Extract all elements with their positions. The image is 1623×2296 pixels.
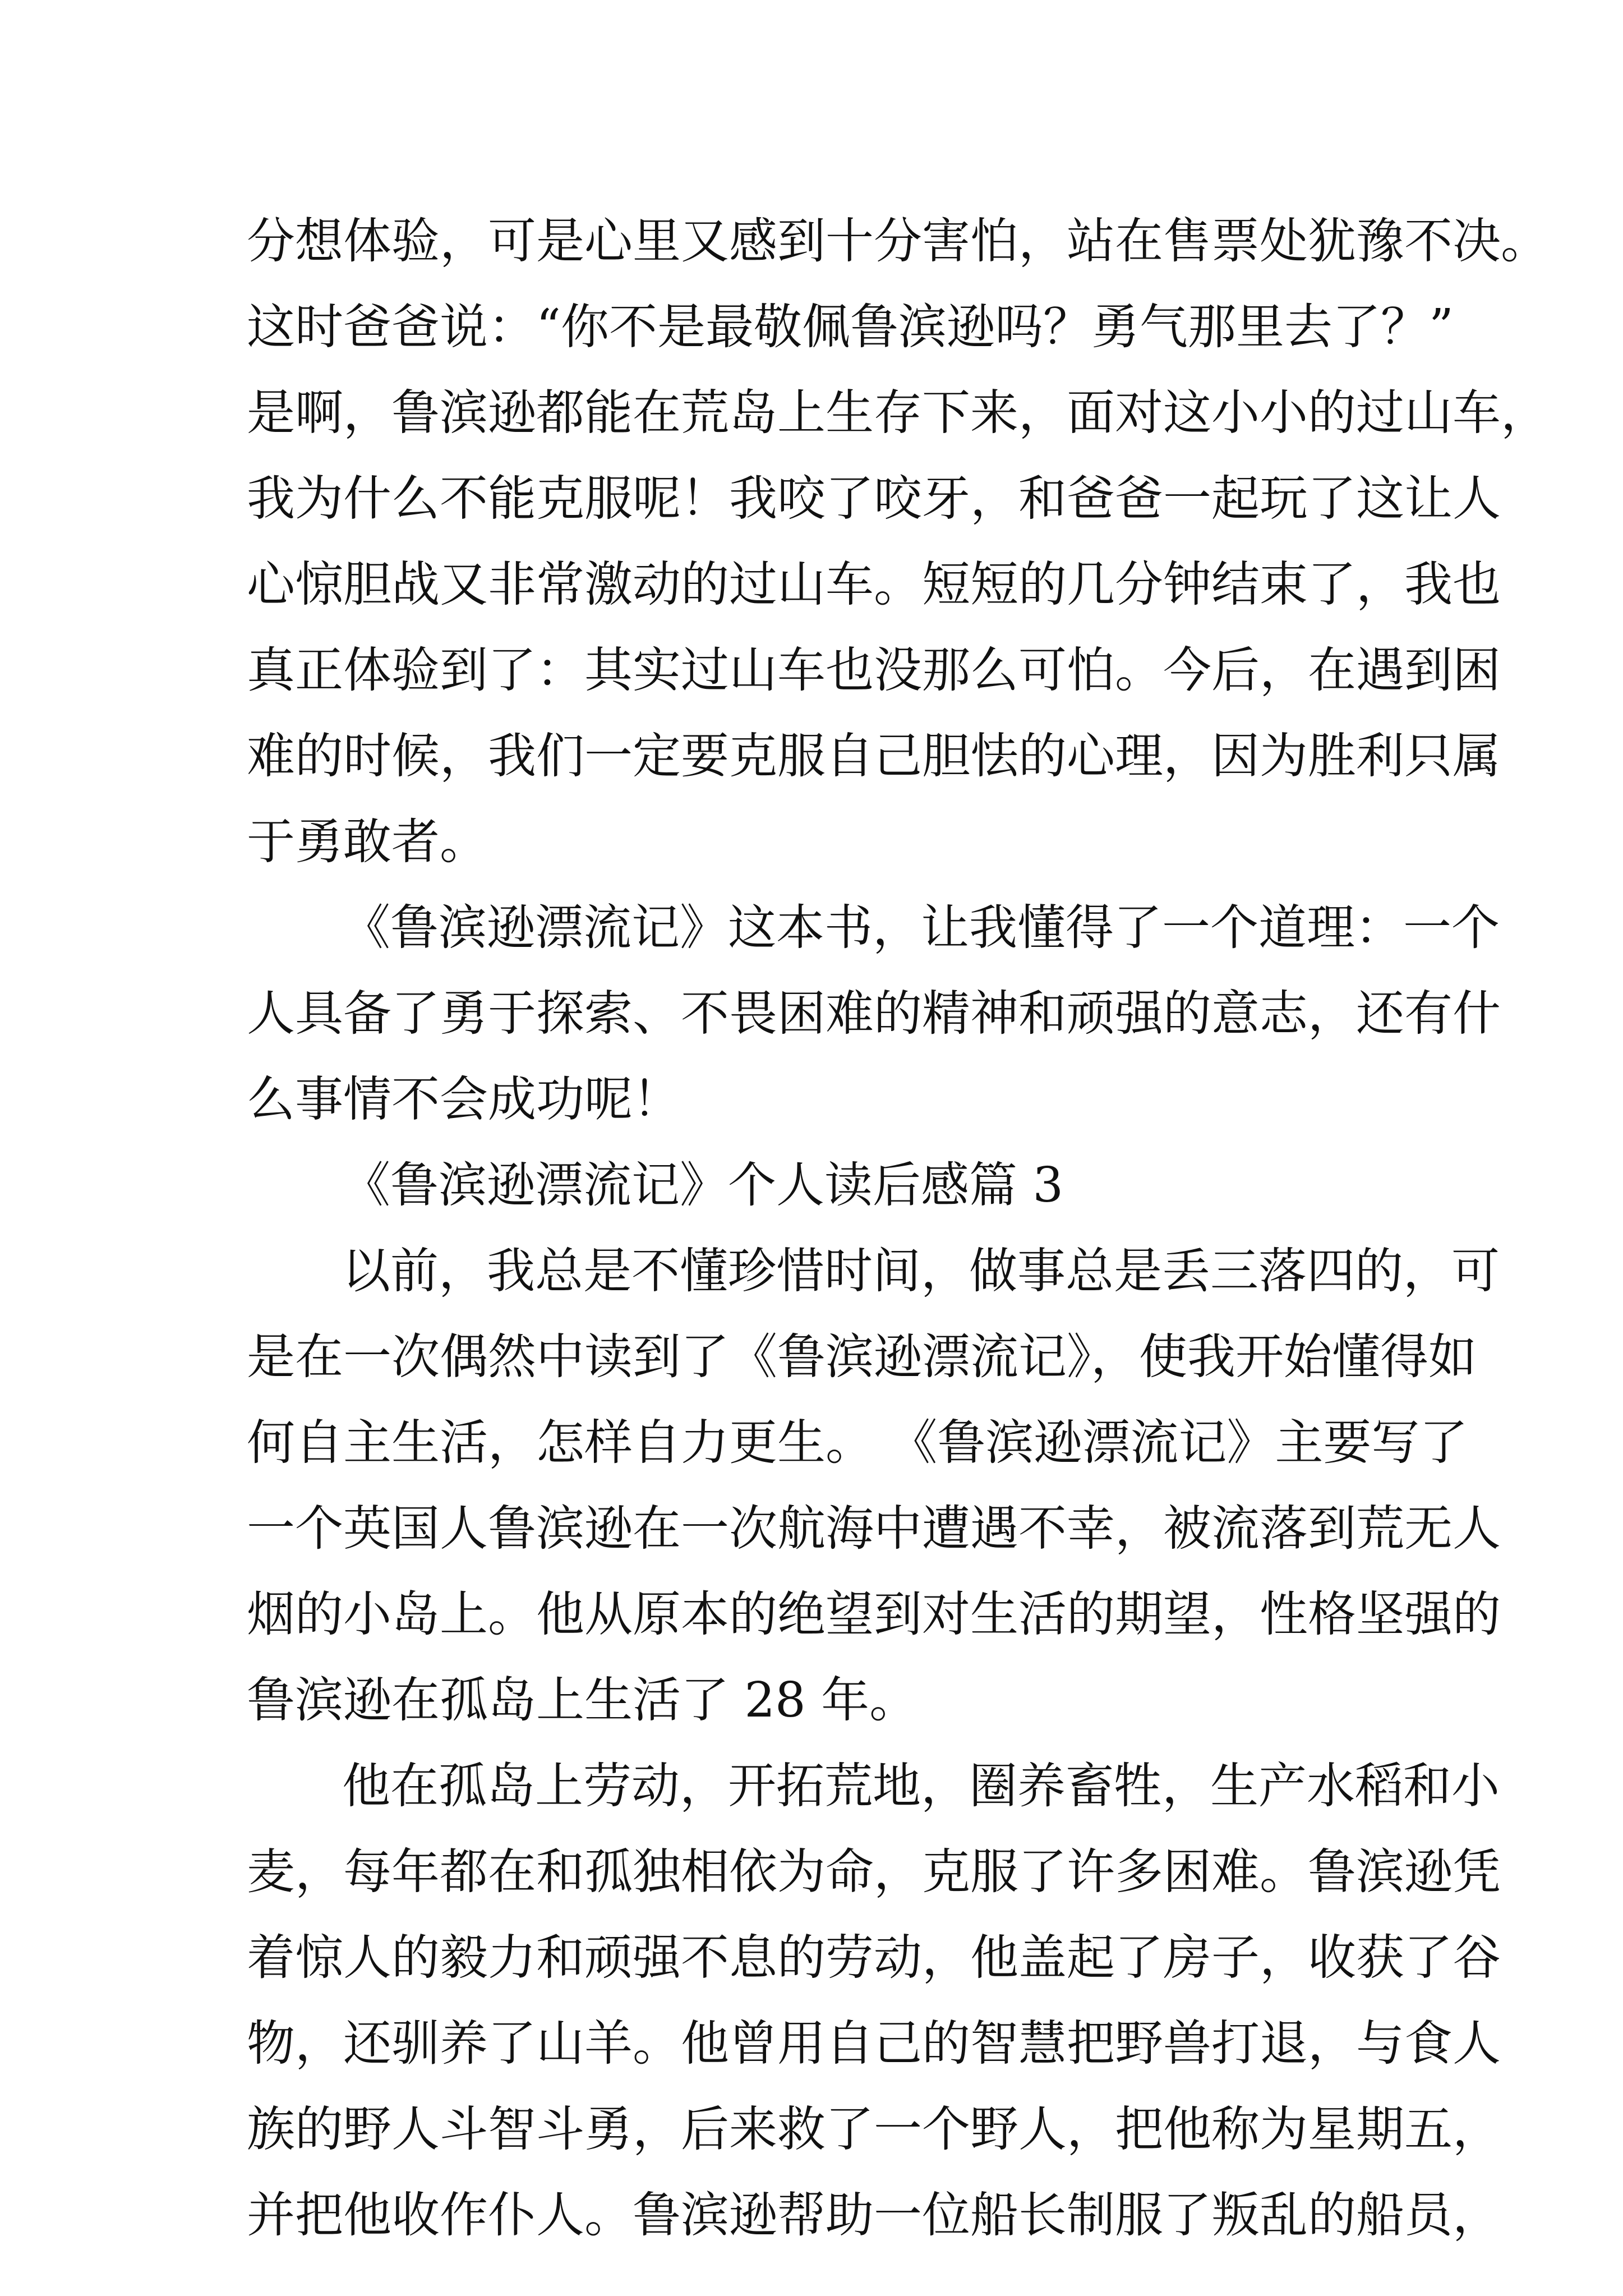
- text-line: 这时爸爸说：“你不是最敬佩鲁滨逊吗？勇气那里去了？”: [247, 299, 1454, 355]
- text-line: 鲁滨逊在孤岛上生活了 28 年。: [247, 1672, 918, 1728]
- text-line: 我为什么不能克服呢！我咬了咬牙，和爸爸一起玩了这让人: [247, 471, 1501, 527]
- paragraph-first-line: 他在孤岛上劳动，开拓荒地，圈养畜牲，生产水稻和小: [342, 1758, 1500, 1814]
- text-line: 并把他收作仆人。鲁滨逊帮助一位船长制服了叛乱的船员，: [247, 2187, 1501, 2243]
- text-line: 着惊人的毅力和顽强不息的劳动，他盖起了房子，收获了谷: [247, 1930, 1501, 1986]
- paragraph-first-line: 以前，我总是不懂珍惜时间，做事总是丢三落四的，可: [342, 1243, 1500, 1299]
- text-line: 一个英国人鲁滨逊在一次航海中遭遇不幸，被流落到荒无人: [247, 1501, 1501, 1557]
- text-line: 族的野人斗智斗勇，后来救了一个野人，把他称为星期五，: [247, 2101, 1501, 2157]
- text-line: 烟的小岛上。他从原本的绝望到对生活的期望，性格坚强的: [247, 1586, 1501, 1642]
- text-line: 分想体验，可是心里又感到十分害怕，站在售票处犹豫不决。: [247, 213, 1549, 269]
- text-line: 于勇敢者。: [247, 814, 488, 870]
- section-heading: 《鲁滨逊漂流记》个人读后感篇 3: [342, 1157, 1064, 1213]
- text-line: 麦，每年都在和孤独相依为命，克服了许多困难。鲁滨逊凭: [247, 1844, 1501, 1900]
- text-line: 是在一次偶然中读到了《鲁滨逊漂流记》，使我开始懂得如: [247, 1329, 1477, 1385]
- text-line: 是啊，鲁滨逊都能在荒岛上生存下来，面对这小小的过山车，: [247, 385, 1549, 441]
- text-line: 真正体验到了：其实过山车也没那么可怕。今后，在遇到困: [247, 642, 1501, 698]
- text-line: 物，还驯养了山羊。他曾用自己的智慧把野兽打退，与食人: [247, 2016, 1501, 2072]
- paragraph-first-line: 《鲁滨逊漂流记》这本书，让我懂得了一个道理：一个: [342, 900, 1500, 956]
- text-line: 难的时候，我们一定要克服自己胆怯的心理，因为胜利只属: [247, 728, 1501, 784]
- text-line: 人具备了勇于探索、不畏困难的精神和顽强的意志，还有什: [247, 986, 1501, 1042]
- text-line: 么事情不会成功呢！: [247, 1071, 681, 1128]
- text-line: 心惊胆战又非常激动的过山车。短短的几分钟结束了，我也: [247, 556, 1501, 613]
- text-line: 何自主生活，怎样自力更生。 《鲁滨逊漂流记》主要写了: [247, 1415, 1468, 1471]
